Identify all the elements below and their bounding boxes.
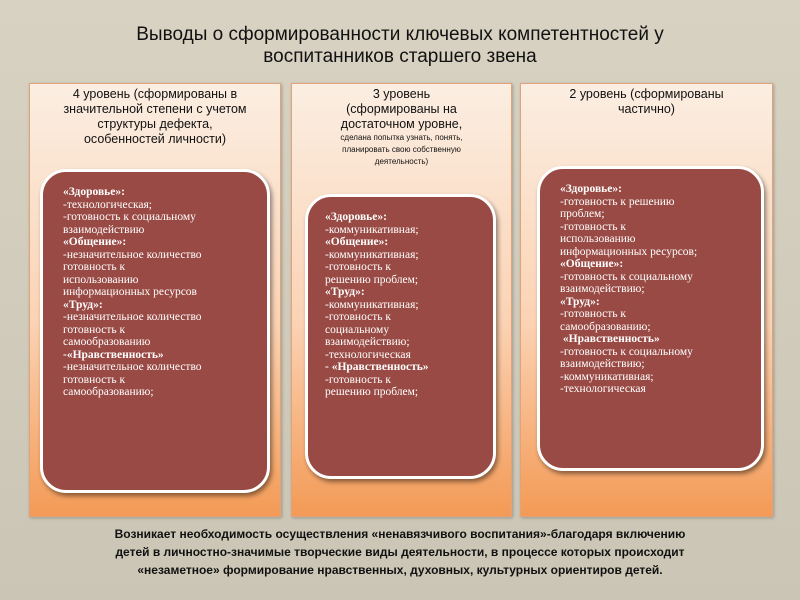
competency-category: -«Нравственность» (63, 348, 164, 361)
heading-line: особенностей личности) (83, 132, 227, 146)
level-3-column (291, 83, 512, 517)
slide-title (0, 24, 800, 68)
competency-category: «Нравственность» (560, 333, 660, 345)
heading-line: значительной степени с учетом (63, 102, 247, 116)
competency-item: -технологическая; (63, 198, 152, 211)
heading-note-line: планировать свою собственную (342, 145, 461, 154)
competency-item: готовность к (63, 323, 126, 336)
heading-line: 4 уровень (сформированы в (72, 87, 238, 101)
conclusion-line: «незаметное» формирование нравственных, духовных, культурных ориентиров детей. (137, 563, 663, 577)
heading-line: частично) (618, 102, 675, 116)
competency-item: социальному (325, 323, 390, 336)
competency-item: -незначительное количество (63, 311, 202, 323)
competency-item: использованию (560, 233, 636, 245)
level-2-competencies-card (537, 166, 764, 471)
level-2-heading (521, 87, 772, 117)
competency-category: «Здоровье»: (325, 211, 387, 223)
competency-item: -коммуникативная; (325, 223, 419, 236)
competency-item: проблем; (560, 208, 605, 220)
competency-item: -готовность к социальному (560, 270, 693, 283)
competency-category: «Здоровье»: (560, 183, 622, 195)
competency-item: -готовность к (560, 308, 626, 320)
conclusion-text (0, 525, 800, 579)
title-line: Выводы о сформированности ключевых компетентностей у (136, 24, 664, 45)
competency-item: -готовность к решению (560, 195, 675, 208)
competency-category: «Труд»: (325, 286, 365, 298)
level-4-heading (30, 87, 280, 147)
competency-item: использованию (63, 273, 139, 286)
competency-item: -незначительное количество (63, 361, 202, 373)
competency-item: информационных ресурсов (63, 286, 197, 298)
title-line: воспитанников старшего звена (263, 46, 537, 67)
heading-line: достаточном уровне, (340, 117, 463, 131)
conclusion-line: Возникает необходимость осуществления «ненавязчивого воспитания»-благодаря включению (114, 527, 686, 541)
level-4-competencies-card (40, 169, 270, 493)
competency-item: -технологическая (560, 383, 646, 395)
competency-item: -готовность к социальному (560, 345, 693, 358)
competency-item: самообразованию; (63, 386, 154, 398)
heading-line: 3 уровень (372, 87, 431, 101)
competency-item: решению проблем; (325, 273, 419, 286)
competency-item: взаимодействию; (560, 283, 645, 295)
competency-category: «Труд»: (560, 295, 600, 308)
competency-item: информационных ресурсов; (560, 245, 698, 258)
conclusion-line: детей в личностно-значимые творческие виды деятельности, в процессе которых происходит (115, 545, 685, 559)
competency-item: готовность к (63, 261, 126, 273)
competency-category: - «Нравственность» (325, 361, 429, 373)
heading-line: структуры дефекта, (97, 117, 213, 131)
competency-item: решению проблем; (325, 386, 419, 398)
level-3-heading (292, 87, 511, 168)
heading-line: 2 уровень (сформированы (569, 87, 724, 101)
competency-category: «Общение»: (63, 236, 127, 248)
competency-item: -готовность к (325, 373, 391, 386)
competency-category: «Общение»: (560, 258, 624, 270)
competency-category: «Труд»: (63, 298, 103, 311)
competency-item: самообразованию; (560, 320, 651, 333)
competency-item: -коммуникативная; (560, 370, 654, 383)
competency-item: взаимодействию; (325, 336, 410, 348)
competency-item: -готовность к социальному (63, 211, 196, 223)
competency-item: -незначительное количество (63, 248, 202, 261)
heading-note-line: сделана попытка узнать, понять, (340, 133, 463, 142)
competency-category: «Общение»: (325, 236, 389, 248)
heading-line: (сформированы на (346, 102, 457, 116)
level-2-column (520, 83, 773, 517)
competency-item: -готовность к (325, 261, 391, 273)
competency-item: -коммуникативная; (325, 248, 419, 261)
competency-item: взаимодействию; (560, 358, 645, 370)
competency-item: готовность к (63, 373, 126, 386)
competency-item: -готовность к (560, 220, 626, 233)
competency-item: -коммуникативная; (325, 298, 419, 311)
competency-item: самообразованию (63, 336, 151, 348)
competency-item: взаимодействию (63, 223, 145, 236)
competency-item: -готовность к (325, 311, 391, 323)
competency-category: «Здоровье»: (63, 186, 125, 198)
competency-item: -технологическая (325, 348, 411, 361)
level-4-column (29, 83, 281, 517)
level-3-competencies-card (305, 194, 496, 479)
heading-note-line: деятельность) (374, 157, 429, 166)
